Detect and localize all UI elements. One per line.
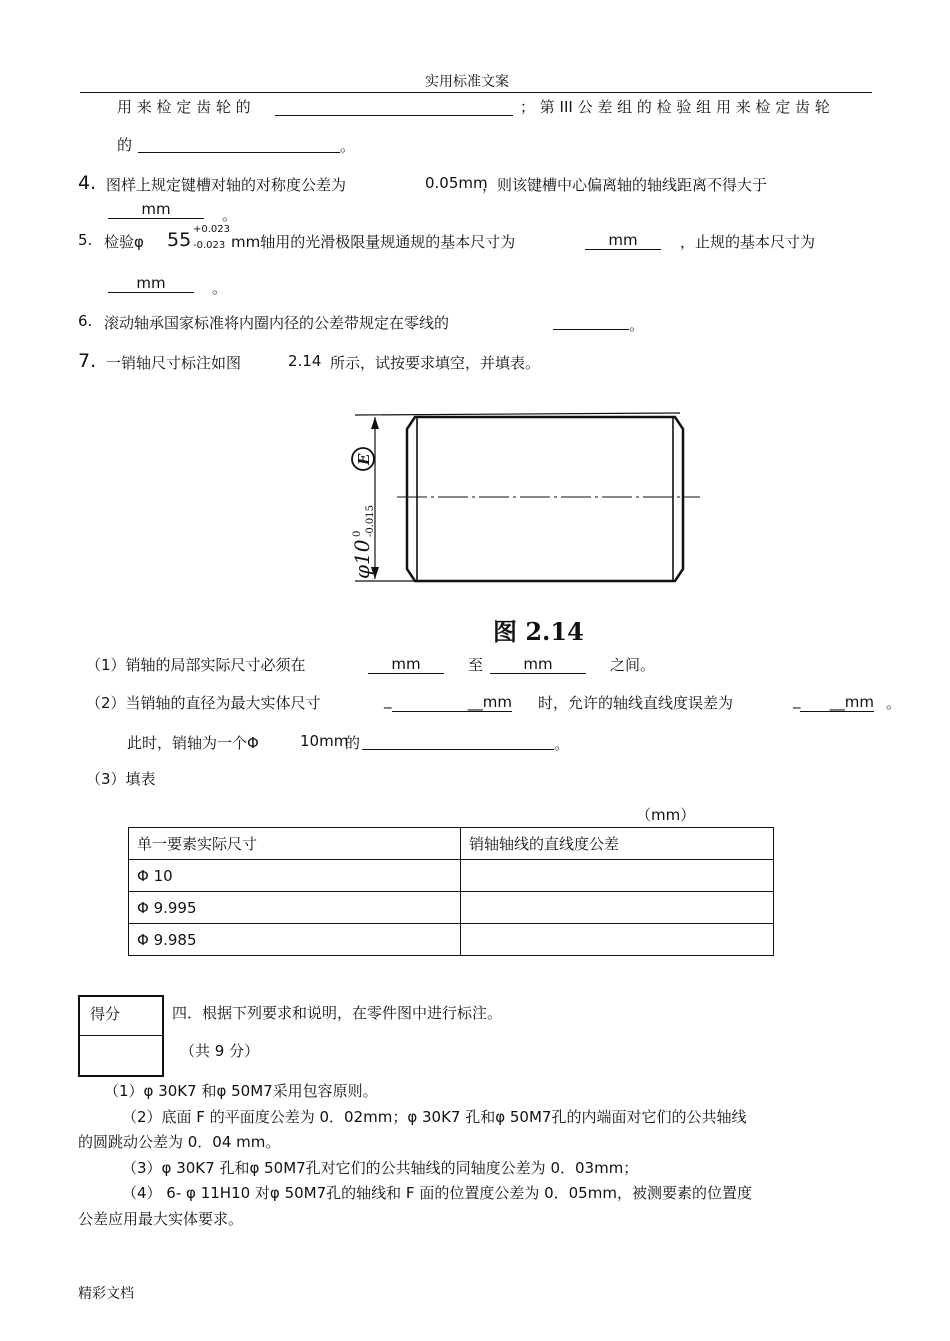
q5-text-a: 检验φ xyxy=(104,233,144,251)
section4-item-4-cont: 公差应用最大实体要求。 xyxy=(78,1210,244,1228)
q6-text: 滚动轴承国家标准将内圈内径的公差带规定在零线的 xyxy=(104,314,450,332)
section4-item-3: （3）φ 30K7 孔和φ 50M7孔对它们的公共轴线的同轴度公差为 0．03mm； xyxy=(122,1159,639,1177)
q7-sub3-label: （3）填表 xyxy=(86,770,156,788)
q5-answer-blank-2[interactable] xyxy=(108,274,194,293)
q3-line2-end: 。 xyxy=(340,137,356,155)
table-cell-answer[interactable] xyxy=(461,924,774,956)
q5-text-b: mm轴用的光滑极限量规通规的基本尺寸为 xyxy=(231,233,516,251)
q3-line2-text-a: 的 xyxy=(117,136,133,154)
q7-sub1-blank2-unit: mm xyxy=(523,655,553,673)
header-rule xyxy=(80,92,872,93)
straightness-table xyxy=(128,827,774,956)
q7-text-b: 所示，试按要求填空，并填表。 xyxy=(330,354,541,372)
page-header-title: 实用标准文案 xyxy=(425,74,509,90)
pin-tolerance-upper: 0 xyxy=(352,530,363,537)
q7-sub2-end: 。 xyxy=(886,694,902,712)
q7-sub1-mid: 至 xyxy=(468,656,484,674)
q5-nominal-size: 55 xyxy=(167,229,192,251)
q3-line1-text-a: 用 来 检 定 齿 轮 的 xyxy=(117,98,251,116)
q7-sub1-blank-1[interactable] xyxy=(368,655,444,674)
q7-sub2b-end: 。 xyxy=(554,735,570,753)
table-row xyxy=(129,924,774,956)
q7-sub2b-text-b: 的 xyxy=(345,734,361,752)
q5-blank1-unit: mm xyxy=(608,231,638,249)
q4-blank-unit: mm xyxy=(141,200,171,218)
q6-end: 。 xyxy=(629,316,645,334)
section4-item-2-cont: 的圆跳动公差为 0．04 mm。 xyxy=(78,1133,281,1151)
q7-sub2-blank2-lead: _ xyxy=(793,691,801,709)
q4-value: 0.05mm xyxy=(425,174,488,192)
q6-answer-blank[interactable] xyxy=(553,329,629,330)
section4-item-1: （1）φ 30K7 和φ 50M7采用包容原则。 xyxy=(104,1082,378,1100)
q7-sub2-blank-1[interactable] xyxy=(392,693,512,712)
score-label: 得分 xyxy=(90,1005,121,1023)
section4-item-4: （4） 6- φ 11H10 对φ 50M7孔的轴线和 F 面的位置度公差为 0．05mm，被测要素的位置度 xyxy=(122,1184,752,1202)
q3-blank-1[interactable] xyxy=(275,115,513,116)
table-cell-size: Φ 9.995 xyxy=(129,892,461,924)
table-cell-size: Φ 10 xyxy=(129,860,461,892)
section4-title: 四．根据下列要求和说明，在零件图中进行标注。 xyxy=(172,1004,503,1022)
q7-sub1-text-a: （1）销轴的局部实际尺寸必须在 xyxy=(86,656,306,674)
q5-text-c: ，止规的基本尺寸为 xyxy=(680,233,816,251)
q7-sub2-text-a: （2）当销轴的直径为最大实体尺寸 xyxy=(86,694,321,712)
q6-number: 6. xyxy=(78,312,93,330)
table-cell-answer[interactable] xyxy=(461,860,774,892)
pin-shaft-drawing xyxy=(335,395,715,595)
q7-sub2b-value: 10mm xyxy=(300,732,349,750)
q3-line1-text-b: ； 第 III 公 差 组 的 检 验 组 用 来 检 定 齿 轮 xyxy=(520,98,830,116)
table-row xyxy=(129,892,774,924)
q5-blank2-unit: mm xyxy=(136,274,166,292)
q7-sub1-blank1-unit: mm xyxy=(391,655,421,673)
q5-number: 5. xyxy=(78,231,93,249)
q7-sub2-blank-2[interactable] xyxy=(800,693,874,712)
q7-sub1-end: 之间。 xyxy=(610,656,656,674)
pin-diameter-label: φ10 xyxy=(350,539,374,579)
q4-text-b: ，则该键槽中心偏离轴的轴线距离不得大于 xyxy=(482,176,768,194)
q7-sub1-blank-2[interactable] xyxy=(490,655,586,674)
q7-sub2-mid: 时，允许的轴线直线度误差为 xyxy=(538,694,734,712)
q7-text-a: 一销轴尺寸标注如图 xyxy=(106,354,242,372)
q5-lower-deviation: -0.023 xyxy=(193,240,226,251)
q5-answer-blank-1[interactable] xyxy=(585,231,661,250)
q4-answer-blank[interactable] xyxy=(108,200,204,219)
envelope-symbol: E xyxy=(355,453,373,465)
q4-end: 。 xyxy=(222,206,238,224)
pin-tolerance-lower: -0.015 xyxy=(365,504,376,537)
q3-blank-2[interactable] xyxy=(138,152,340,153)
q7-sub2-blank1-lead: _ xyxy=(384,691,392,709)
score-entry-cell[interactable] xyxy=(80,1036,162,1075)
q7-number: 7. xyxy=(78,350,97,372)
q7-sub2b-blank[interactable] xyxy=(362,749,554,750)
score-box xyxy=(78,995,164,1077)
q7-sub2-blank1-unit: __mm xyxy=(467,693,512,711)
table-header-cell: 单一要素实际尺寸 xyxy=(129,828,461,860)
table-row xyxy=(129,860,774,892)
table-cell-size: Φ 9.985 xyxy=(129,924,461,956)
section4-item-2: （2）底面 F 的平面度公差为 0．02mm；φ 30K7 孔和φ 50M7孔的内端面对它们的公共轴线 xyxy=(122,1108,747,1126)
q4-number: 4. xyxy=(78,172,97,194)
table-header-cell: 销轴轴线的直线度公差 xyxy=(461,828,774,860)
q7-sub2-blank2-unit: __mm xyxy=(829,693,874,711)
table-header-row xyxy=(129,828,774,860)
q4-text-a: 图样上规定键槽对轴的对称度公差为 xyxy=(106,176,347,194)
table-unit: （mm） xyxy=(636,806,696,824)
section4-points: （共 9 分） xyxy=(180,1042,260,1060)
table-cell-answer[interactable] xyxy=(461,892,774,924)
q7-sub2b-text-a: 此时，销轴为一个Φ xyxy=(127,734,259,752)
q7-fig-ref: 2.14 xyxy=(288,352,322,370)
q5-end: 。 xyxy=(212,279,228,297)
page-footer: 精彩文档 xyxy=(78,1286,134,1302)
figure-caption: 图 2.14 xyxy=(493,617,584,646)
q5-upper-deviation: +0.023 xyxy=(193,224,231,235)
